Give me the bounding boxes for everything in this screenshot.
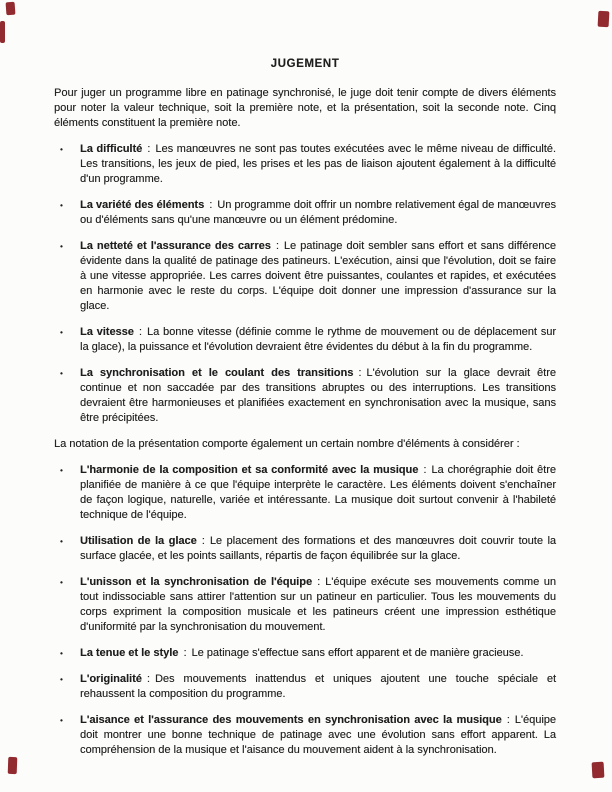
criterion-separator: : bbox=[183, 647, 187, 659]
intro-paragraph: Pour juger un programme libre en patinage synchronisé, le juge doit tenir compte de divers éléments pour noter la valeur technique, soit la première note, et la présentation, soit la seconde note. Cinq éléments constituent la première note. bbox=[54, 87, 556, 129]
criterion-separator: : bbox=[147, 143, 151, 155]
list-item bbox=[54, 713, 556, 758]
bullet-icon: • bbox=[60, 537, 63, 546]
list-item bbox=[54, 198, 556, 228]
criterion-label: L'originalité bbox=[80, 673, 142, 685]
criterion-text: Un programme doit offrir un nombre relativement égal de manœuvres ou d'éléments sans qu'une manœuvre ou un élément prédomine. bbox=[80, 199, 556, 226]
criterion-separator: : bbox=[423, 464, 427, 476]
scan-artifact-mark-top-right bbox=[598, 11, 610, 28]
scan-artifact-mark-left-edge bbox=[0, 21, 5, 43]
criterion-separator: : bbox=[275, 240, 279, 252]
criterion-text: Les manœuvres ne sont pas toutes exécutées avec le même niveau de difficulté. Les transitions, les jeux de pied, les prises et les pas de liaison ajoutent également à la difficulté d'un programme. bbox=[80, 143, 556, 185]
criterion-separator: : bbox=[317, 576, 321, 588]
list-item bbox=[54, 534, 556, 564]
scan-artifact-mark-bottom-right bbox=[592, 762, 605, 779]
scan-artifact-mark-bottom-left bbox=[8, 757, 18, 774]
criterion-separator: : bbox=[138, 326, 142, 338]
criterion-separator: : bbox=[201, 535, 205, 547]
criteria-list-presentation bbox=[54, 463, 556, 758]
bullet-icon: • bbox=[60, 242, 63, 251]
criterion-separator: : bbox=[209, 199, 213, 211]
list-item bbox=[54, 366, 556, 426]
list-item bbox=[54, 672, 556, 702]
criterion-text: La chorégraphie doit être planifiée de manière à ce que l'équipe interprète le caractère. Les éléments doivent s'enchaîner de façon logique, naturelle, variée et intéressante. La musique doit surtout convenir à l'habileté technique de l'équipe. bbox=[80, 464, 556, 521]
criterion-label: La variété des éléments bbox=[80, 199, 205, 211]
criterion-label: La tenue et le style bbox=[80, 647, 179, 659]
bullet-icon: • bbox=[60, 716, 63, 725]
criterion-label: La difficulté bbox=[80, 143, 143, 155]
list-item bbox=[54, 575, 556, 635]
criterion-label: La synchronisation et le coulant des transitions bbox=[80, 367, 354, 379]
criterion-label: L'aisance et l'assurance des mouvements en synchronisation avec la musique bbox=[80, 714, 502, 726]
criterion-text: La bonne vitesse (définie comme le rythme de mouvement ou de déplacement sur la glace), la puissance et l'évolution devraient être évidentes du début à la fin du programme. bbox=[80, 326, 557, 353]
bullet-icon: • bbox=[60, 201, 63, 210]
criteria-list-technical bbox=[54, 142, 556, 426]
criterion-separator: : bbox=[506, 714, 510, 726]
criterion-label: Utilisation de la glace bbox=[80, 535, 197, 547]
criterion-text: Le patinage s'effectue sans effort apparent et de manière gracieuse. bbox=[191, 647, 524, 659]
criterion-separator: : bbox=[146, 673, 150, 685]
page-title: JUGEMENT bbox=[270, 58, 340, 70]
bullet-icon: • bbox=[60, 578, 63, 587]
criterion-text: L'évolution sur la glace devrait être continue et non saccadée par des transitions abruptes ou des interruptions. Les transitions devraient être harmonieuses et planifiées exactement en synchronisation avec la musique, sans être précipitées. bbox=[80, 367, 557, 424]
list-item bbox=[54, 463, 556, 523]
list-item bbox=[54, 325, 556, 355]
bullet-icon: • bbox=[60, 328, 63, 337]
list-item bbox=[54, 646, 556, 661]
criterion-text: L'équipe exécute ses mouvements comme un tout indissociable sans attirer l'attention sur un patineur en particulier. Tous les mouvements du corps expriment la composition musicale et les patineurs créent une impression esthétique d'uniformité par la synchronisation du mouvement. bbox=[80, 576, 556, 633]
criterion-label: L'harmonie de la composition et sa conformité avec la musique bbox=[80, 464, 419, 476]
criterion-text: L'équipe doit montrer une bonne technique de patinage avec une évolution sans effort apparent. La compréhension de la musique et l'aisance du mouvement aident à la synchronisation. bbox=[80, 714, 556, 756]
presentation-intro-paragraph: La notation de la présentation comporte également un certain nombre d'éléments à considérer : bbox=[54, 438, 520, 450]
bullet-icon: • bbox=[60, 369, 63, 378]
criterion-separator: : bbox=[358, 367, 362, 379]
scan-artifact-mark-top-left bbox=[6, 2, 16, 16]
bullet-icon: • bbox=[60, 649, 63, 658]
bullet-icon: • bbox=[60, 675, 63, 684]
criterion-label: L'unisson et la synchronisation de l'équipe bbox=[80, 576, 313, 588]
criterion-text: Le placement des formations et des manœuvres doit couvrir toute la surface glacée, et les points saillants, répartis de façon équilibrée sur la glace. bbox=[80, 535, 556, 562]
list-item bbox=[54, 239, 556, 314]
criterion-label: La netteté et l'assurance des carres bbox=[80, 240, 271, 252]
list-item bbox=[54, 142, 556, 187]
bullet-icon: • bbox=[60, 466, 63, 475]
criterion-text: Le patinage doit sembler sans effort et sans différence évidente dans la qualité de patinage des patineurs. L'exécution, ainsi que l'évolution, doit se faire à une vitesse appropriée. Les carres doivent être puissantes, coulantes et rapides, et exécutées en harmonie avec le reste du corps. L'équipe doit donner une impression d'assurance sur la glace. bbox=[80, 240, 556, 312]
criterion-text: Des mouvements inattendus et uniques ajoutent une touche spéciale et rehaussent la composition du programme. bbox=[80, 673, 556, 700]
criterion-label: La vitesse bbox=[80, 326, 134, 338]
bullet-icon: • bbox=[60, 145, 63, 154]
